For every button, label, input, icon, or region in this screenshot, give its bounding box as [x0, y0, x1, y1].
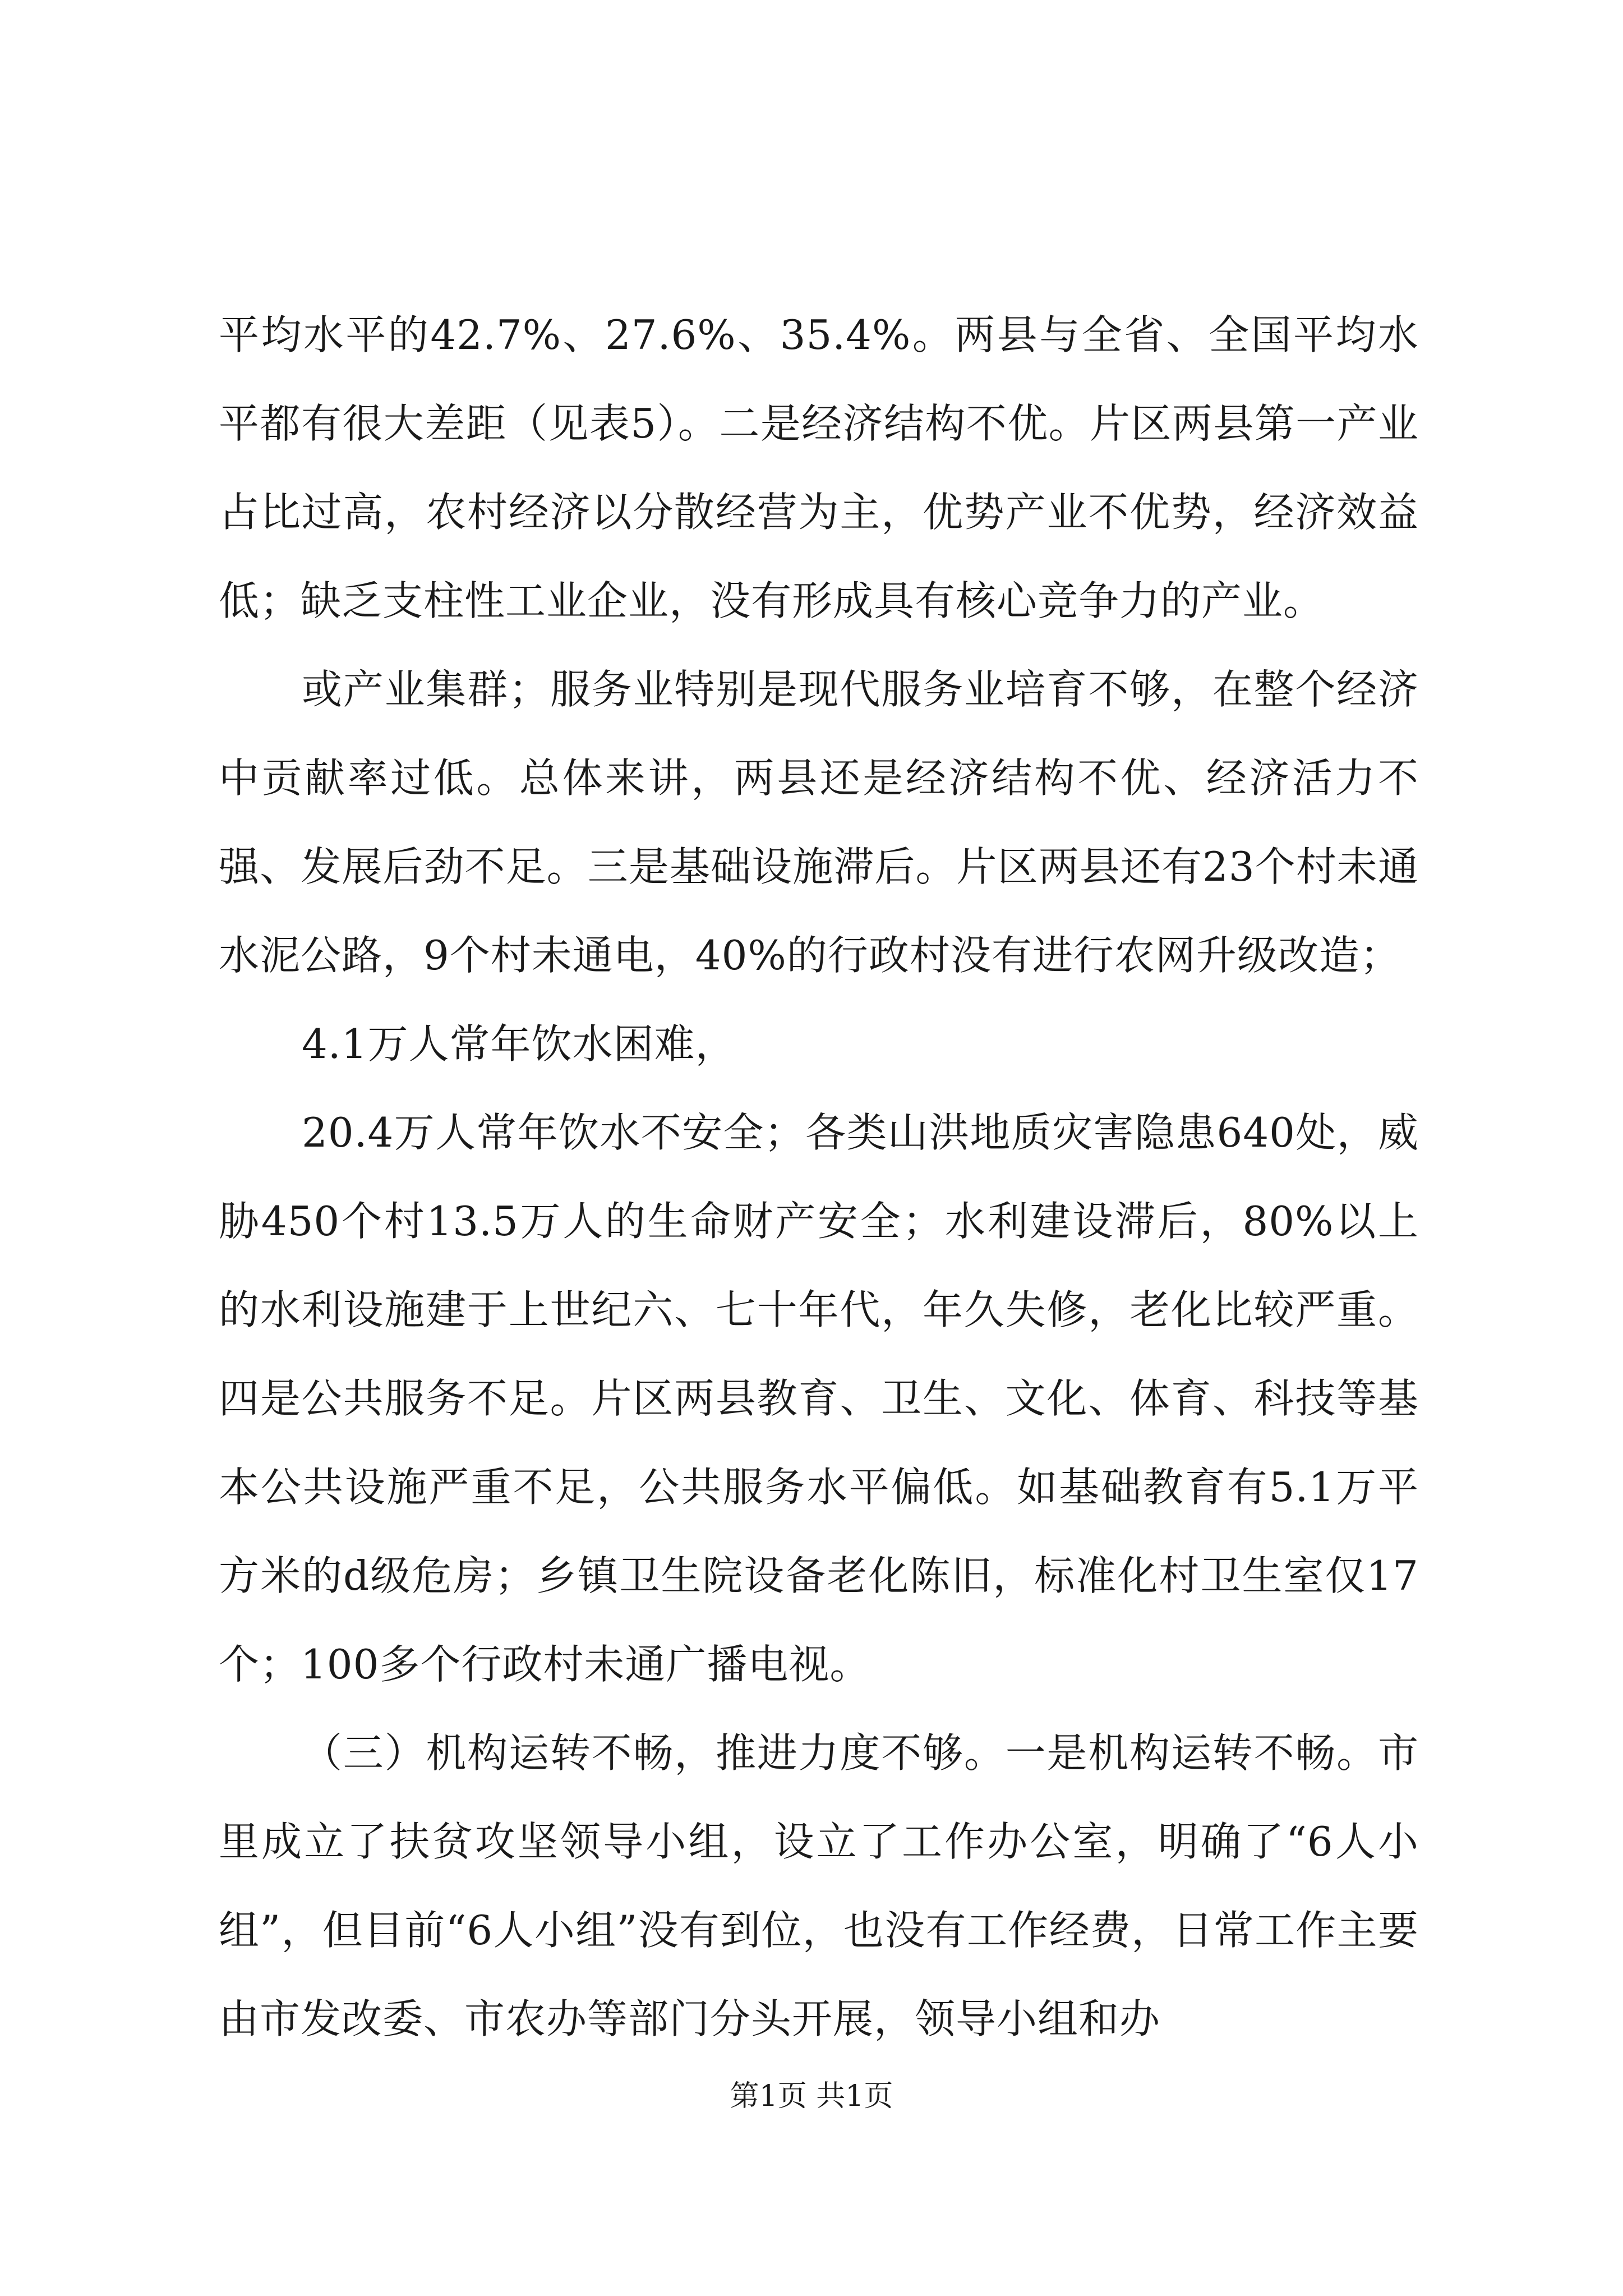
paragraph-5: （三）机构运转不畅，推进力度不够。一是机构运转不畅。市里成立了扶贫攻坚领导小组，设立了工作办公室，明确了“6人小组”，但目前“6人小组”没有到位，也没有工作经费，日常工作主要由市发改委、市农办等部门分头开展，领导小组和办 [219, 1729, 1419, 2042]
paragraph-3: 4.1万人常年饮水困难， [302, 1020, 736, 1068]
paragraph-4: 20.4万人常年饮水不安全；各类山洪地质灾害隐患640处，威胁450个村13.5万人的生命财产安全；水利建设滞后，80%以上的水利设施建于上世纪六、七十年代，年久失修，老化比较严重。四是公共服务不足。片区两县教育、卫生、文化、体育、科技等基本公共设施严重不足，公共服务水平偏低。如基础教育有5.1万平方米的d级危房；乡镇卫生院设备老化陈旧，标准化村卫生室仅17个；100多个行政村未通广播电视。 [219, 1109, 1419, 1688]
document-body [219, 291, 1419, 2063]
page-footer: 第1页 共1页 [730, 2079, 893, 2113]
paragraph-2: 或产业集群；服务业特别是现代服务业培育不够，在整个经济中贡献率过低。总体来讲，两县还是经济结构不优、经济活力不强、发展后劲不足。三是基础设施滞后。片区两县还有23个村未通水泥公路，9个村未通电，40%的行政村没有进行农网升级改造； [219, 666, 1419, 979]
paragraph-1: 平均水平的42.7%、27.6%、35.4%。两县与全省、全国平均水平都有很大差距（见表5）。二是经济结构不优。片区两县第一产业占比过高，农村经济以分散经营为主，优势产业不优势，经济效益低；缺乏支柱性工业企业，没有形成具有核心竞争力的产业。 [219, 311, 1419, 624]
